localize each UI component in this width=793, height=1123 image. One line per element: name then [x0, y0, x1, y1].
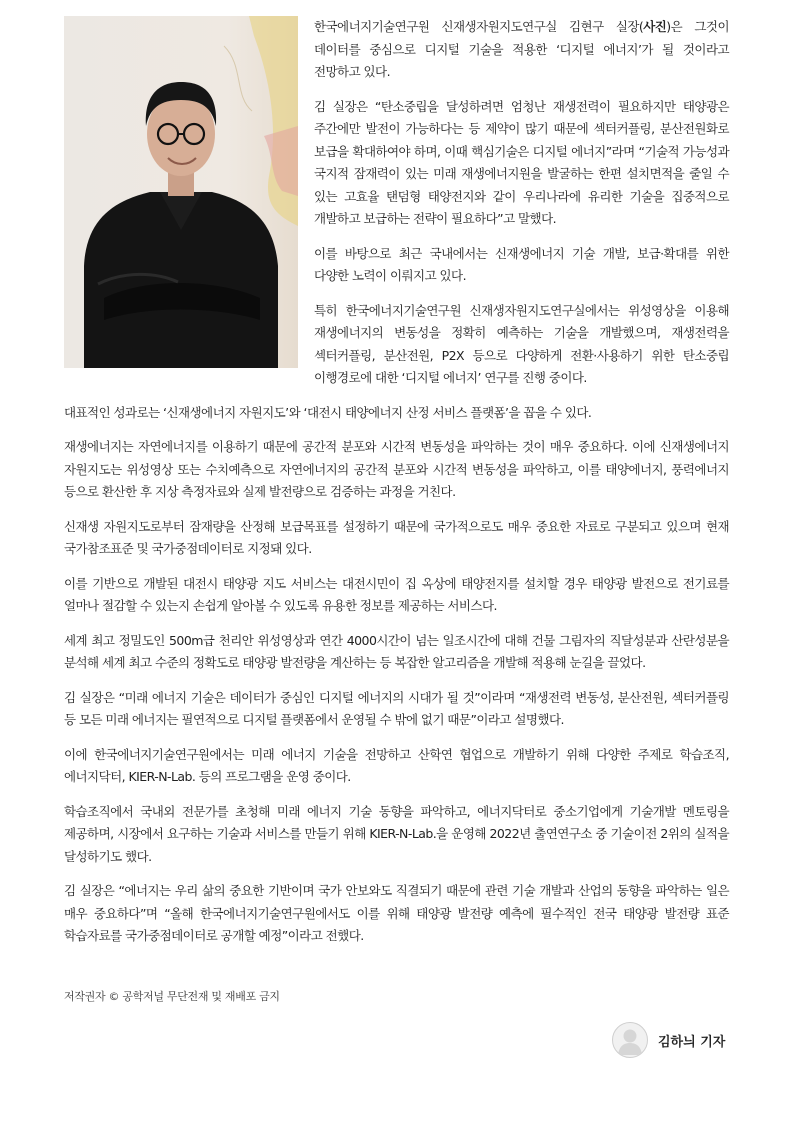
article-body	[64, 16, 729, 960]
reporter-name[interactable]: 김하늬 기자	[658, 1034, 726, 1050]
article-paragraph-3: 이를 바탕으로 최근 국내에서는 신재생에너지 기술 개발, 보급·확대를 위한 다양한 노력이 이뤄지고 있다.	[314, 245, 729, 283]
portrait-illustration	[64, 16, 298, 368]
avatar	[612, 1022, 648, 1058]
article-paragraph-7: 신재생 자원지도로부터 잠재량을 산정해 보급목표를 설정하기 때문에 국가적으로도 매우 중요한 자료로 구분되고 있으며 현재 국가참조표준 및 국가중점데이터로 지정돼 있다.	[64, 518, 729, 556]
article-paragraph-2: 김 실장은 “탄소중립을 달성하려면 엄청난 재생전력이 필요하지만 태양광은 주간에만 발전이 가능하다는 등 제약이 많기 때문에 섹터커플링, 분산전원화로 보급을 확대하여야 하며, 이때 핵심기술은 디지털 에너지”라며 “기술적 가능성과 국지적 잠재력이 있는 미래 재생에너지원을 발굴하는 한편 설치면적을 줄일 수 있는 고효율 탠덤형 태양전지와 같이 우리나라에 유리한 기술을 집중적으로 개발하고 보급하는 전략이 필요하다”고 말했다.	[314, 98, 729, 226]
photo-credit-bold: 사진	[643, 19, 667, 34]
article-paragraph-5: 대표적인 성과로는 ‘신재생에너지 자원지도’와 ‘대전시 태양에너지 산정 서비스 플랫폼’을 꼽을 수 있다.	[64, 404, 592, 420]
article-paragraph-12: 학습조직에서 국내외 전문가를 초청해 미래 에너지 기술 동향을 파악하고, 에너지닥터로 중소기업에게 기술개발 멘토링을 제공하며, 시장에서 요구하는 기술과 서비스를 만들기 위해 KIER-N-Lab.을 운영해 2022년 출연연구소 중 기술이전 2위의 실적을 달성하기도 했다.	[64, 803, 729, 864]
article-paragraph-4: 특히 한국에너지기술연구원 신재생자원지도연구실에서는 위성영상을 이용해 재생에너지의 변동성을 정확히 예측하는 기술을 개발했으며, 재생전력을 섹터커플링, 분산전원, P2X 등으로 다양하게 전환·사용하기 위한 탄소중립 이행경로에 대한 ‘디지털 에너지’ 연구를 진행 중이다.	[314, 302, 729, 385]
user-icon	[613, 1023, 647, 1057]
portrait-photo	[64, 16, 298, 368]
article-paragraph-8: 이를 기반으로 개발된 대전시 태양광 지도 서비스는 대전시민이 집 옥상에 태양전지를 설치할 경우 태양광 발전으로 전기료를 얼마나 절감할 수 있는지 손쉽게 알아볼 수 있도록 유용한 정보를 제공하는 서비스다.	[64, 575, 729, 613]
article-paragraph-13: 김 실장은 “에너지는 우리 삶의 중요한 기반이며 국가 안보와도 직결되기 때문에 관련 기술 개발과 산업의 동향을 파악하는 일은 매우 중요하다”며 “올해 한국에너지기술연구원에서도 이를 위해 태양광 발전량 예측에 필수적인 전국 태양광 발전량 표준 학습자료를 국가중점데이터로 공개할 예정”이라고 전했다.	[64, 883, 729, 943]
reporter-byline[interactable]	[612, 1022, 725, 1058]
article-paragraph-9: 세계 최고 정밀도인 500m급 천리안 위성영상과 연간 4000시간이 넘는 일조시간에 대해 건물 그림자의 직달성분과 산란성분을 분석해 세계 최고 수준의 정확도로 태양광 발전량을 계산하는 등 복잡한 알고리즘을 개발해 적용해 눈길을 끌었다.	[64, 632, 729, 670]
article-paragraph-6: 재생에너지는 자연에너지를 이용하기 때문에 공간적 분포와 시간적 변동성을 파악하는 것이 매우 중요하다. 이에 신재생에너지 자원지도는 위성영상 또는 수치예측으로 자연에너지의 공간적 분포와 시간적 변동성을 파악하고, 이를 태양에너지, 풍력에너지 등으로 환산한 후 지상 측정자료와 실제 발전량으로 검증하는 과정을 거친다.	[64, 439, 729, 499]
article-paragraph-11: 이에 한국에너지기술연구원에서는 미래 에너지 기술을 전망하고 산학연 협업으로 개발하기 위해 다양한 주제로 학습조직, 에너지닥터, KIER-N-Lab. 등의 프로그램을 운영 중이다.	[64, 746, 729, 784]
copyright-notice: 저작권자 © 공학저널 무단전재 및 재배포 금지	[64, 990, 280, 1003]
article-paragraph-10: 김 실장은 “미래 에너지 기술은 데이터가 중심인 디지털 에너지의 시대가 될 것”이라며 “재생전력 변동성, 분산전원, 섹터커플링 등 모든 미래 에너지는 필연적으로 디지털 플랫폼에서 운영될 수 밖에 없기 때문”이라고 설명했다.	[64, 689, 729, 727]
article-paragraph-1: 한국에너지기술연구원 신재생자원지도연구실 김현구 실장(사진)은 그것이 데이터를 중심으로 디지털 기술을 적용한 ‘디지털 에너지’가 될 것이라고 전망하고 있다.	[314, 19, 729, 79]
